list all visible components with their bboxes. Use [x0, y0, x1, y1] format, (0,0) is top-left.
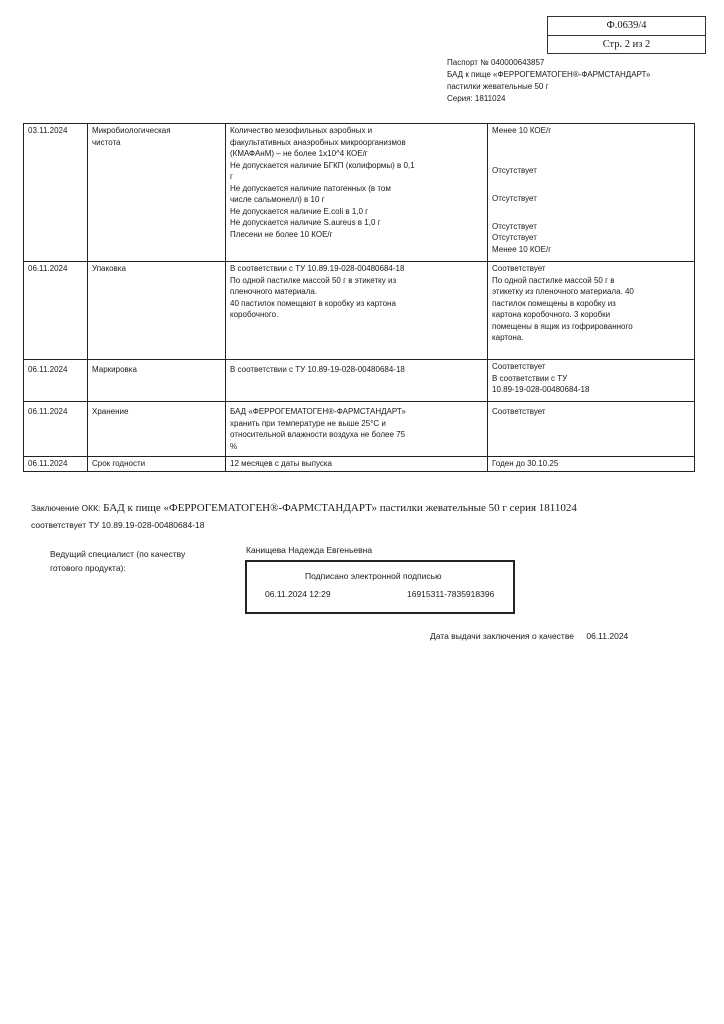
row-norm: 12 месяцев с даты выпуска: [226, 457, 488, 472]
signer-role: Ведущий специалист (по качеству готового продукта):: [50, 549, 186, 573]
row-indicator: Упаковка: [88, 262, 226, 360]
row-date: 03.11.2024: [24, 124, 88, 262]
row-norm: В соответствии с ТУ 10.89-19-028-00480684-18: [226, 360, 488, 402]
passport-series: Серия: 1811024: [447, 94, 506, 103]
row-result: Соответствует: [488, 402, 695, 457]
row-norm: БАД «ФЕРРОГЕМАТОГЕН®-ФАРМСТАНДАРТ» хранить при температуре не выше 25°С и относительной влажности воздуха не более 75 %: [226, 402, 488, 457]
quality-table: [23, 123, 695, 472]
conclusion: [31, 500, 691, 534]
signer-name: Канищева Надежда Евгеньевна: [246, 545, 373, 555]
row-date: 06.11.2024: [24, 262, 88, 360]
passport-product: БАД к пище «ФЕРРОГЕМАТОГЕН®-ФАРМСТАНДАРТ»: [447, 70, 651, 79]
e-signature-cert: 16915311-7835918396: [407, 589, 495, 599]
row-result: Соответствует По одной пастилке массой 50 г в этикетку из пленочного материала. 40 пастилок помещены в коробку из картона коробочного. 3 коробки помещены в ящик из гофрированного картона.: [488, 262, 695, 360]
table-row: [24, 124, 695, 262]
issue-date: [430, 631, 628, 641]
e-signature-box: [245, 560, 515, 614]
row-date: 06.11.2024: [24, 402, 88, 457]
row-indicator: Срок годности: [88, 457, 226, 472]
row-norm: Количество мезофильных аэробных и факультативных анаэробных микроорганизмов (КМАФАнМ) – не более 1х10^4 КОЕ/г Не допускается наличие БГКП (колиформы) в 0,1 г Не допускается наличие патогенных (в том числе сальмонелл) в 10 г Не допускается наличие E.coli в 1,0 г Не допускается наличие S.aureus в 1,0 г Плесени не более 10 КОЕ/г: [226, 124, 488, 262]
row-indicator: Хранение: [88, 402, 226, 457]
table-row: [24, 262, 695, 360]
row-indicator: Микробиологическая чистота: [88, 124, 226, 262]
row-date: 06.11.2024: [24, 457, 88, 472]
row-result: Менее 10 КОЕ/г Отсутствует Отсутствует Отсутствует Отсутствует Менее 10 КОЕ/г: [488, 124, 695, 262]
row-norm: В соответствии с ТУ 10.89.19-028-00480684-18 По одной пастилке массой 50 г в этикетку из пленочного материала. 40 пастилок помещают в коробку из картона коробочного.: [226, 262, 488, 360]
row-result: Годен до 30.10.25: [488, 457, 695, 472]
passport-header: [447, 57, 651, 105]
conclusion-label: Заключение ОКК:: [31, 503, 101, 513]
table-row: [24, 402, 695, 457]
passport-number: Паспорт № 040000643857: [447, 58, 545, 67]
page-number: Стр. 2 из 2: [602, 39, 651, 50]
row-indicator: Маркировка: [88, 360, 226, 402]
conclusion-text-2: соответствует ТУ 10.89.19-028-00480684-18: [31, 520, 205, 530]
form-code: Ф.0639/4: [548, 17, 705, 36]
issue-date-label: Дата выдачи заключения о качестве: [430, 631, 574, 641]
form-code-box: [547, 16, 706, 54]
e-signature-title: Подписано электронной подписью: [305, 571, 442, 581]
table-row: [24, 360, 695, 402]
table-row: [24, 457, 695, 472]
passport-form: пастилки жевательные 50 г: [447, 82, 549, 91]
conclusion-text: БАД к пище «ФЕРРОГЕМАТОГЕН®-ФАРМСТАНДАРТ» пастилки жевательные 50 г серия 1811024: [103, 502, 577, 514]
row-result: Соответствует В соответствии с ТУ 10.89-19-028-00480684-18: [488, 360, 695, 402]
e-signature-datetime: 06.11.2024 12:29: [265, 589, 331, 599]
issue-date-value: 06.11.2024: [586, 631, 629, 641]
row-date: 06.11.2024: [24, 360, 88, 402]
